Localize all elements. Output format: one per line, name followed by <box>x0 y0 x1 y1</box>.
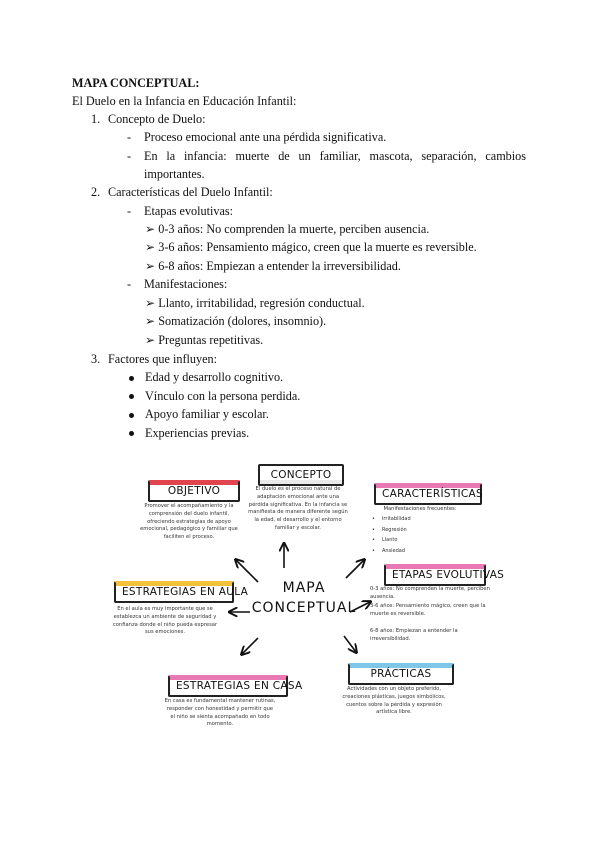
concepto-title: CONCEPTO <box>258 464 344 486</box>
list-item: • Ansiedad <box>372 546 411 557</box>
estrategias-casa-title: ESTRATEGIAS EN CASA <box>168 675 288 697</box>
list-item: • Irritabilidad <box>372 514 411 525</box>
estrategias-aula-title: ESTRATEGIAS EN AULA <box>114 581 234 603</box>
list-item: Experiencias previas. <box>145 426 250 440</box>
group-label: Etapas evolutivas: <box>144 204 234 218</box>
list-item: Proceso emocional ante una pérdida significativa. <box>144 130 387 144</box>
section-number: 3. <box>91 352 101 366</box>
list-item-continuation: importantes. <box>144 167 205 181</box>
section-number: 2. <box>91 185 101 199</box>
list-item: Apoyo familiar y escolar. <box>145 407 269 421</box>
list-item: • Regresión <box>372 525 411 536</box>
list-item: ➢ Somatización (dolores, insomnio). <box>145 314 327 328</box>
section-number: 1. <box>91 112 101 126</box>
practicas-title: PRÁCTICAS <box>348 663 454 685</box>
list-item: Vínculo con la persona perdida. <box>145 389 301 403</box>
list-marker: - <box>127 149 132 163</box>
objetivo-body: Promover el acompañamiento y la comprensión del duelo infantil, ofreciendo estrategias de apoyo emocional, pedagógico y familiar que faciliten el proceso. <box>140 503 238 541</box>
arrow-up-right <box>346 560 364 578</box>
section-title: Concepto de Duelo: <box>108 112 206 126</box>
map-center-title-line2: CONCEPTUAL <box>251 600 357 616</box>
document-subheading: El Duelo en la Infancia en Educación Infantil: <box>72 94 297 108</box>
etapas-title: ETAPAS EVOLUTIVAS <box>384 564 486 586</box>
caracteristicas-title: CARACTERÍSTICAS <box>374 483 482 505</box>
etapas-item: 0-3 años: No comprenden la muerte, perciben ausencia. <box>370 586 490 600</box>
section-title: Características del Duelo Infantil: <box>108 185 273 199</box>
arrow-up-left <box>236 560 258 582</box>
list-marker: - <box>127 277 132 291</box>
concept-map <box>108 460 505 750</box>
bullet-dot <box>129 376 134 381</box>
concepto-body: El duelo es el proceso natural de adaptación emocional ante una pérdida significativa. En la infancia se manifiesta de manera diferente según la edad, el desarrollo y el entorno familiar y escolar. <box>248 486 348 531</box>
etapas-item: 6-8 años: Empiezan a entender la irreversibilidad. <box>370 628 458 642</box>
estrategias-aula-body: En el aula es muy importante que se establezca un ambiente de seguridad y confianza donde el niño pueda expresar sus emociones. <box>112 606 218 636</box>
etapas-item: 3-6 años: Pensamiento mágico, creen que la muerte es reversible. <box>370 603 486 617</box>
group-label: Manifestaciones: <box>144 277 228 291</box>
arrow-down-left <box>242 638 258 654</box>
bullet-dot <box>129 413 134 418</box>
list-item: ➢ Preguntas repetitivas. <box>145 333 264 347</box>
list-marker: - <box>127 130 132 144</box>
list-item: ➢ 6-8 años: Empiezan a entender la irreversibilidad. <box>145 259 401 273</box>
document-heading: MAPA CONCEPTUAL: <box>72 76 200 90</box>
bullet-dot <box>129 394 134 399</box>
list-item: • Llanto <box>372 535 411 546</box>
section-title: Factores que influyen: <box>108 352 217 366</box>
list-item: En la infancia: muerte de un familiar, mascota, separación, cambios <box>144 149 526 163</box>
estrategias-casa-body: En casa es fundamental mantener rutinas, responder con honestidad y permitir que el niño se sienta acompañado en todo momento. <box>164 698 276 728</box>
list-marker: - <box>127 204 132 218</box>
map-center-title-line1: MAPA <box>282 580 326 596</box>
list-item: ➢ 3-6 años: Pensamiento mágico, creen que la muerte es reversible. <box>145 240 477 254</box>
objetivo-title: OBJETIVO <box>148 480 240 502</box>
caracteristicas-body: Manifestaciones frecuentes: <box>383 506 457 512</box>
caracteristicas-list <box>372 514 411 556</box>
list-item: ➢ 0-3 años: No comprenden la muerte, perciben ausencia. <box>145 222 430 236</box>
practicas-body: Actividades con un objeto preferido, creaciones plásticas, juegos simbólicos, cuentos sobre la pérdida y expresión artística libre. <box>342 686 446 716</box>
arrow-down-right <box>344 636 356 652</box>
list-item: ➢ Llanto, irritabilidad, regresión conductual. <box>145 296 365 310</box>
list-item: Edad y desarrollo cognitivo. <box>145 370 284 384</box>
bullet-dot <box>129 431 134 436</box>
